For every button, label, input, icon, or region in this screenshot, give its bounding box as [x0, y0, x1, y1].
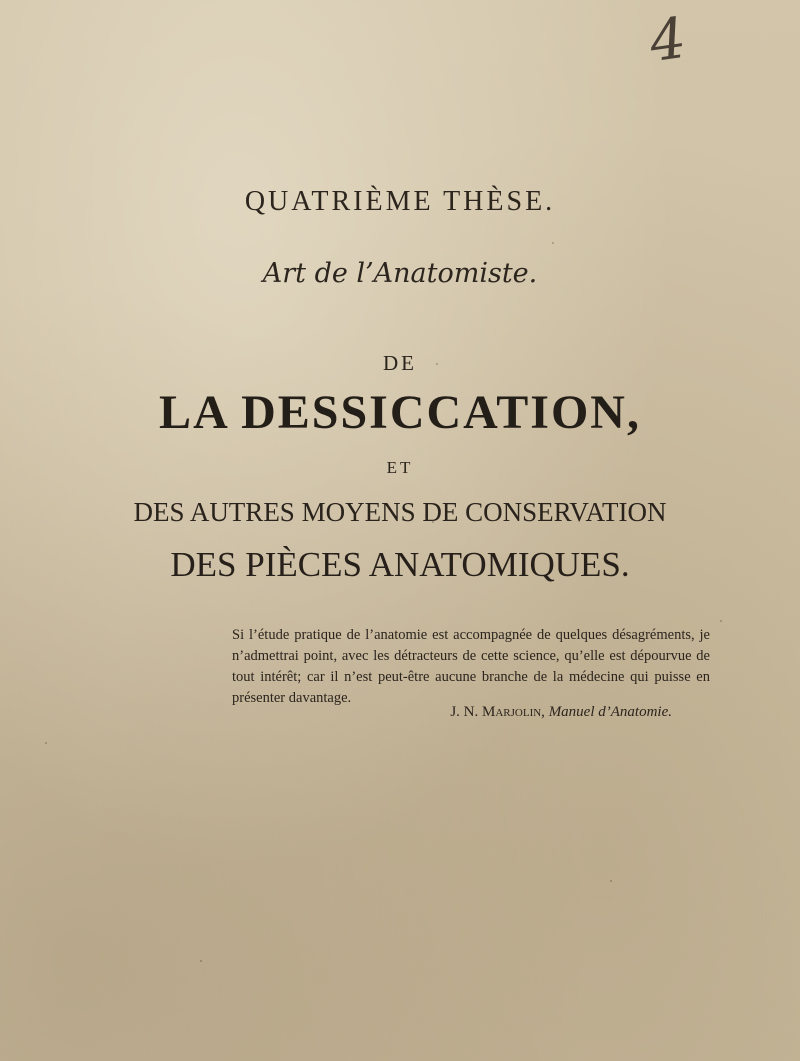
subtitle-line-2: DES PIÈCES ANATOMIQUES.: [170, 545, 630, 584]
folio-number: 4: [645, 5, 690, 76]
subject-script-heading: Art de l’Anatomiste.: [262, 258, 538, 289]
thesis-heading: QUATRIÈME THÈSE.: [244, 186, 556, 217]
epigraph: [232, 625, 710, 709]
paper-speck: [45, 742, 47, 744]
main-title: LA DESSICCATION,: [159, 386, 641, 439]
paper-speck: [436, 363, 438, 365]
paper-speck: [610, 880, 612, 882]
paper-speck: [720, 620, 722, 622]
epigraph-author: J. N. Marjolin,: [450, 704, 545, 720]
epigraph-attribution: [230, 704, 672, 721]
title-de: DE: [383, 351, 417, 375]
title-et: ET: [386, 458, 414, 477]
paper-speck: [432, 521, 434, 523]
paper-speck: [552, 242, 554, 244]
epigraph-text: Si l’étude pratique de l’anatomie est accompagnée de quelques désagréments, je n’admettrai point, avec les détracteurs de cette science, qu’elle est dépourvue de tout intérêt; car il n’est peut-être aucune branche de la médecine qui puisse en présenter davantage.: [232, 627, 710, 706]
epigraph-work: Manuel d’Anatomie.: [548, 704, 672, 720]
subtitle-line-1: DES AUTRES MOYENS DE CONSERVATION: [133, 497, 667, 527]
paper-speck: [200, 960, 202, 962]
